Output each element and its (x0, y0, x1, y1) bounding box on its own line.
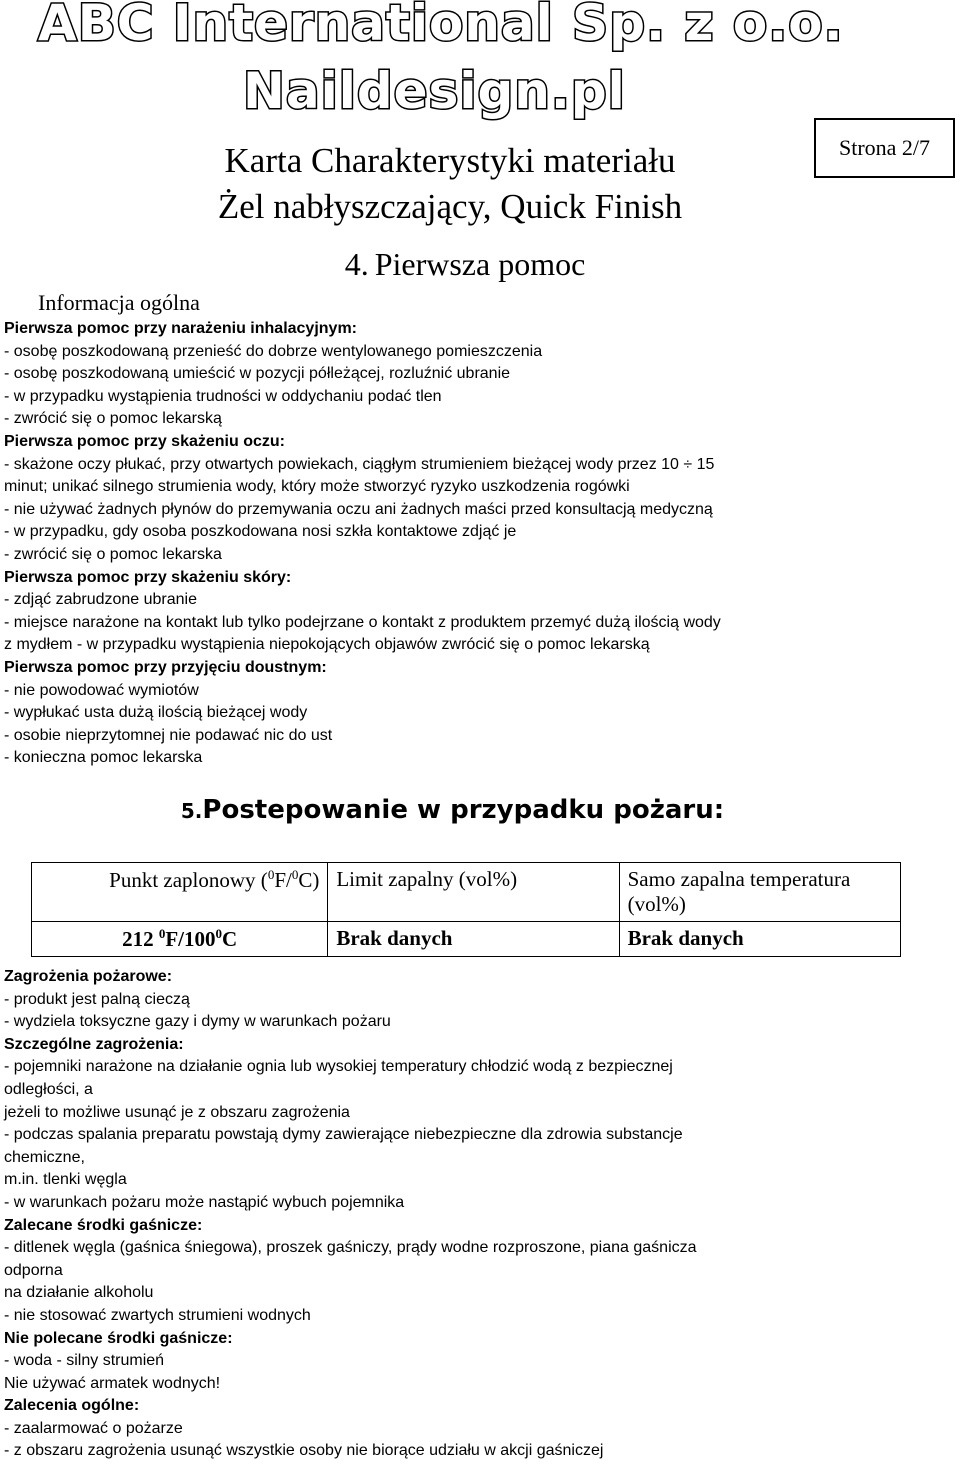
text-line: - wydziela toksyczne gazy i dymy w warunkach pożaru (4, 1013, 391, 1031)
flammability-limit-header: Limit zapalny (vol%) (328, 863, 619, 922)
section-4-heading (0, 246, 930, 283)
text-line: - miejsce narażone na kontakt lub tylko podejrzane o kontakt z produktem przemyć dużą ilością wody (4, 613, 721, 631)
text-line: m.in. tlenki węgla (4, 1171, 127, 1189)
text-line: - osobę poszkodowaną umieścić w pozycji półleżącej, rozluźnić ubranie (4, 365, 511, 383)
text-line: - pojemniki narażone na działanie ognia lub wysokiej temperatury chłodzić wodą z bezpiecznej (4, 1058, 673, 1076)
section-5-title: Postepowanie w przypadku pożaru: (202, 795, 725, 825)
text-line: - zaalarmować o pożarze (4, 1419, 183, 1437)
section-5-content (4, 966, 954, 1463)
product-name: Żel nabłyszczający, Quick Finish (217, 187, 683, 226)
text-line: - produkt jest palną cieczą (4, 990, 190, 1008)
flash-point-value: 212 $^0F/100^0C$ (32, 922, 328, 957)
text-line: - nie używać żadnych płynów do przemywania oczu ani żadnych maści przed konsultacją medyczną (4, 500, 713, 518)
text-line: - konieczna pomoc lekarska (4, 749, 203, 767)
company-logo: ABC International Sp. z o.o. (38, 0, 844, 52)
text-line: - w przypadku wystąpienia trudności w oddychaniu podać tlen (4, 387, 442, 405)
autoignition-value: Brak danych (619, 922, 900, 957)
flash-point-header: Punkt zaplonowy ($^0$F/$^0$C) (32, 863, 328, 922)
section-5-heading (0, 795, 905, 825)
subsection-heading: Pierwsza pomoc przy skażeniu oczu: (4, 432, 285, 450)
page-number-box (814, 118, 955, 178)
text-line: - w warunkach pożaru może nastąpić wybuch pojemnika (4, 1193, 405, 1211)
subsection-heading: Nie polecane środki gaśnicze: (4, 1329, 233, 1347)
subsection-heading: Zalecenia ogólne: (4, 1397, 140, 1415)
text-line: - zdjąć zabrudzone ubranie (4, 591, 198, 609)
section-4-title: Pierwsza pomoc (374, 246, 586, 282)
fire-properties-table (31, 862, 901, 957)
table-row (32, 922, 901, 957)
text-line: - osobę poszkodowaną przenieść do dobrze wentylowanego pomieszczenia (4, 342, 543, 360)
text-line: z mydłem - w przypadku wystąpienia niepokojących objawów zwrócić się o pomoc lekarską (4, 636, 650, 654)
text-line: - nie powodować wymiotów (4, 681, 199, 699)
text-line: - osobie nieprzytomnej nie podawać nic do ust (4, 726, 333, 744)
text-line: odległości, a (4, 1080, 93, 1098)
text-line: - nie stosować zwartych strumieni wodnych (4, 1306, 311, 1324)
page-number: Strona 2/7 (838, 135, 931, 160)
subsection-heading: Szczególne zagrożenia: (4, 1035, 184, 1053)
subsection-heading: Zalecane środki gaśnicze: (4, 1216, 203, 1234)
document-title (0, 138, 900, 230)
flammability-limit-value: Brak danych (328, 922, 619, 957)
section-5-number: 5. (180, 799, 203, 823)
doc-title-line: Karta Charakterystyki materiału (224, 141, 676, 180)
autoignition-header: Samo zapalna temperatura (vol%) (619, 863, 900, 922)
section-4-content (4, 318, 954, 770)
table-header-row (32, 863, 901, 922)
text-line: odporna (4, 1261, 63, 1279)
text-line: jeżeli to możliwe usunąć je z obszaru zagrożenia (4, 1103, 350, 1121)
text-line: - w przypadku, gdy osoba poszkodowana nosi szkła kontaktowe zdjąć je (4, 523, 517, 541)
text-line: chemiczne, (4, 1148, 85, 1166)
text-line: na działanie alkoholu (4, 1284, 154, 1302)
subsection-heading: Pierwsza pomoc przy skażeniu skóry: (4, 568, 292, 586)
text-line: - skażone oczy płukać, przy otwartych powiekach, ciągłym strumieniem bieżącej wody przez 10 ÷ 15 (4, 455, 715, 473)
website-logo: Naildesign.pl (243, 62, 626, 120)
text-line: - podczas spalania preparatu powstają dymy zawierające niebezpieczne dla zdrowia substancje (4, 1126, 683, 1144)
text-line: Nie używać armatek wodnych! (4, 1374, 221, 1392)
section-4-subtitle: Informacja ogólna (38, 290, 200, 315)
section-4-number: 4. (344, 246, 369, 282)
text-line: - woda - silny strumień (4, 1352, 165, 1370)
text-line: minut; unikać silnego strumienia wody, który może stworzyć ryzyko uszkodzenia rogówki (4, 478, 630, 496)
subsection-heading: Pierwsza pomoc przy przyjęciu doustnym: (4, 658, 327, 676)
subsection-heading: Pierwsza pomoc przy narażeniu inhalacyjnym: (4, 320, 357, 337)
text-line: - zwrócić się o pomoc lekarską (4, 410, 222, 428)
text-line: - wypłukać usta dużą ilością bieżącej wody (4, 704, 308, 722)
text-line: - zwrócić się o pomoc lekarska (4, 545, 222, 563)
subsection-heading: Zagrożenia pożarowe: (4, 968, 173, 985)
text-line: - z obszaru zagrożenia usunąć wszystkie osoby nie biorące udziału w akcji gaśniczej (4, 1442, 604, 1460)
text-line: - ditlenek węgla (gaśnica śniegowa), proszek gaśniczy, prądy wodne rozproszone, piana gaśnicza (4, 1239, 697, 1257)
